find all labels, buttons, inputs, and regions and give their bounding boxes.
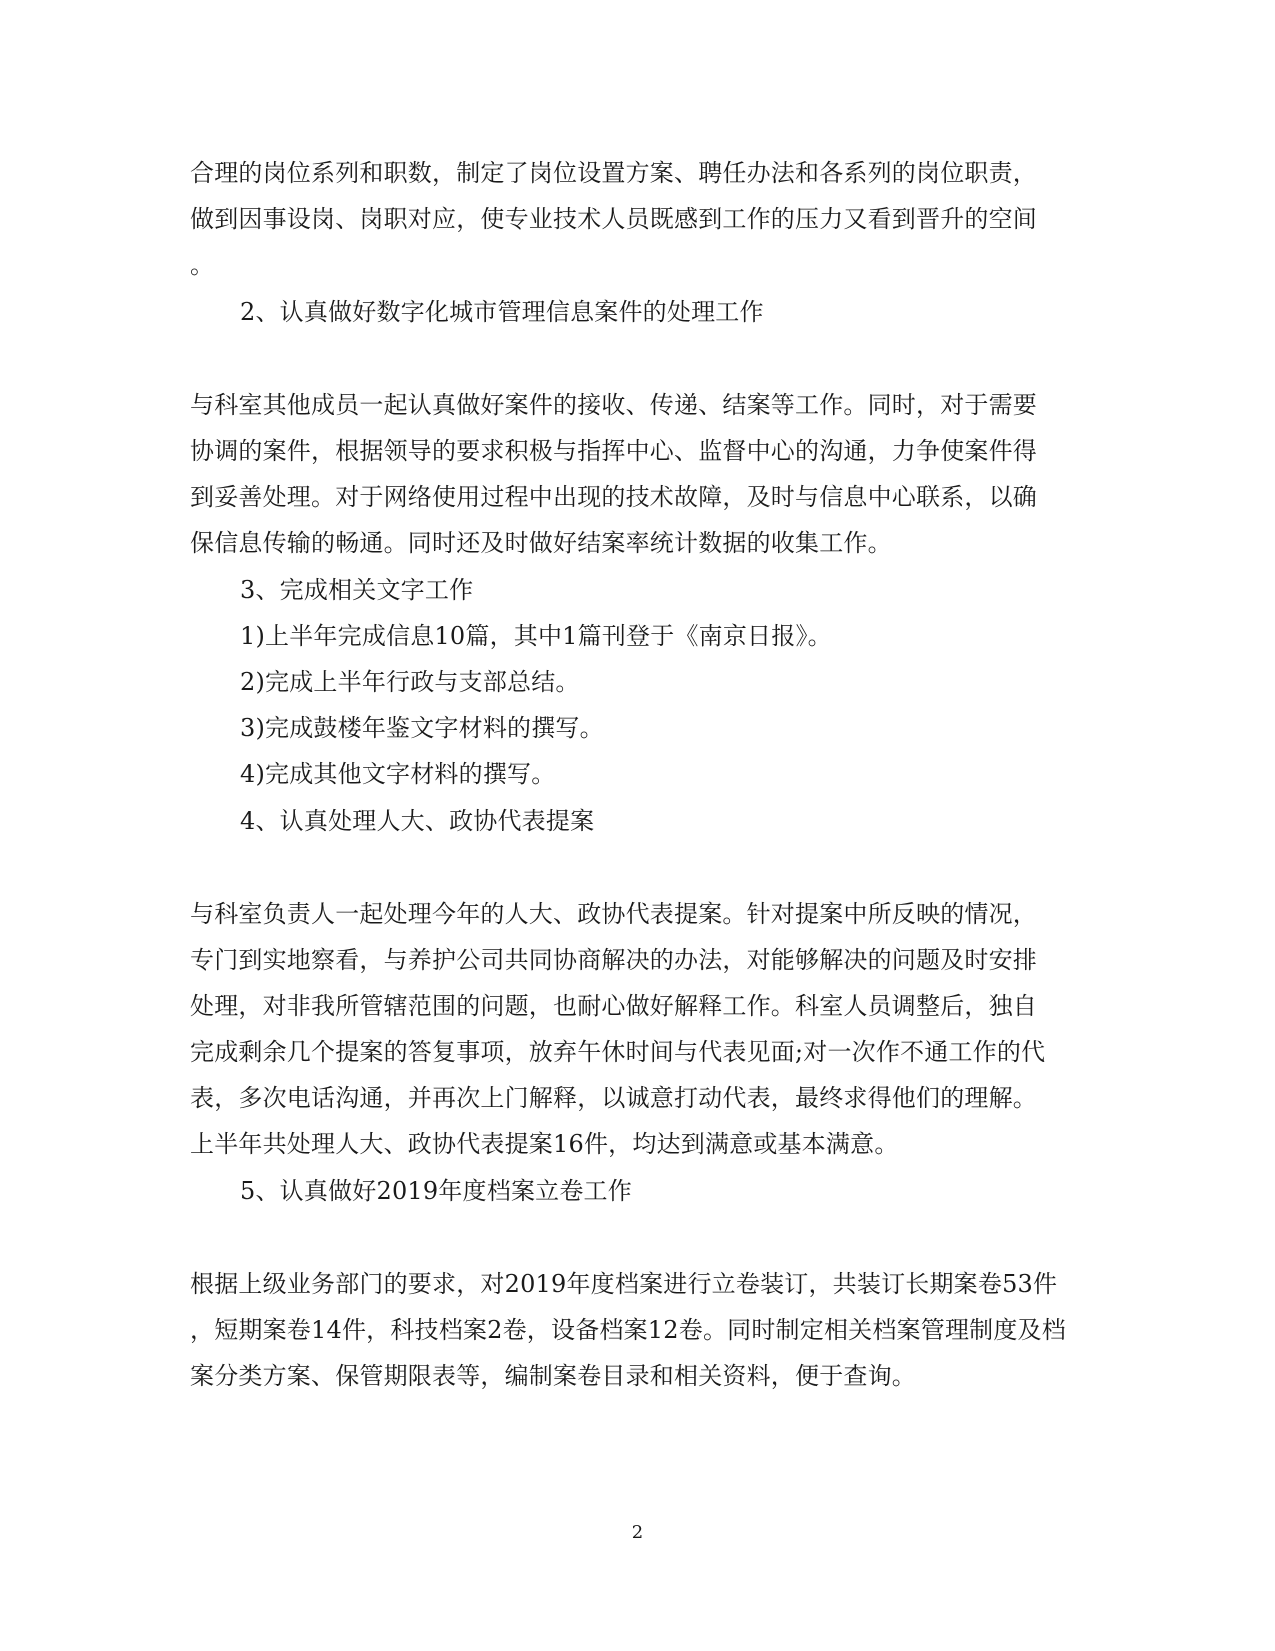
body-text-line: 合理的岗位系列和职数，制定了岗位设置方案、聘任办法和各系列的岗位职责， <box>190 159 1037 187</box>
section-heading: 5、认真做好2019年度档案立卷工作 <box>240 1177 632 1205</box>
body-text-line: 根据上级业务部门的要求，对2019年度档案进行立卷装订，共装订长期案卷53件 <box>190 1270 1058 1298</box>
body-text-line: 与科室负责人一起处理今年的人大、政协代表提案。针对提案中所反映的情况， <box>190 900 1037 928</box>
section-heading: 4、认真处理人大、政协代表提案 <box>240 807 595 835</box>
body-text-line: 与科室其他成员一起认真做好案件的接收、传递、结案等工作。同时，对于需要 <box>190 391 1037 419</box>
body-text-line: 保信息传输的畅通。同时还及时做好结案率统计数据的收集工作。 <box>190 529 892 557</box>
page-number: 2 <box>631 1522 644 1543</box>
section-heading: 3、完成相关文字工作 <box>240 576 474 604</box>
body-text-line: 上半年共处理人大、政协代表提案16件，均达到满意或基本满意。 <box>190 1130 899 1158</box>
body-text-line: 处理，对非我所管辖范围的问题，也耐心做好解释工作。科室人员调整后，独自 <box>190 992 1037 1020</box>
body-text-line: 表，多次电话沟通，并再次上门解释，以诚意打动代表，最终求得他们的理解。 <box>190 1084 1037 1112</box>
body-text-line: 完成剩余几个提案的答复事项，放弃午休时间与代表见面;对一次作不通工作的代 <box>190 1038 1046 1066</box>
list-item: 3)完成鼓楼年鉴文字材料的撰写。 <box>240 714 604 742</box>
list-item: 1)上半年完成信息10篇，其中1篇刊登于《南京日报》。 <box>240 622 832 650</box>
section-heading: 2、认真做好数字化城市管理信息案件的处理工作 <box>240 298 764 326</box>
body-text-line: 专门到实地察看，与养护公司共同协商解决的办法，对能够解决的问题及时安排 <box>190 946 1037 974</box>
list-item: 4)完成其他文字材料的撰写。 <box>240 760 556 788</box>
body-text-line: 做到因事设岗、岗职对应，使专业技术人员既感到工作的压力又看到晋升的空间 <box>190 205 1037 233</box>
body-text-line: 。 <box>190 251 215 279</box>
body-text-line: 到妥善处理。对于网络使用过程中出现的技术故障，及时与信息中心联系，以确 <box>190 483 1037 511</box>
body-text-line: 案分类方案、保管期限表等，编制案卷目录和相关资料，便于查询。 <box>190 1362 916 1390</box>
body-text-line: ，短期案卷14件，科技档案2卷，设备档案12卷。同时制定相关档案管理制度及档 <box>190 1316 1066 1344</box>
list-item: 2)完成上半年行政与支部总结。 <box>240 668 580 696</box>
body-text-line: 协调的案件，根据领导的要求积极与指挥中心、监督中心的沟通，力争使案件得 <box>190 437 1037 465</box>
